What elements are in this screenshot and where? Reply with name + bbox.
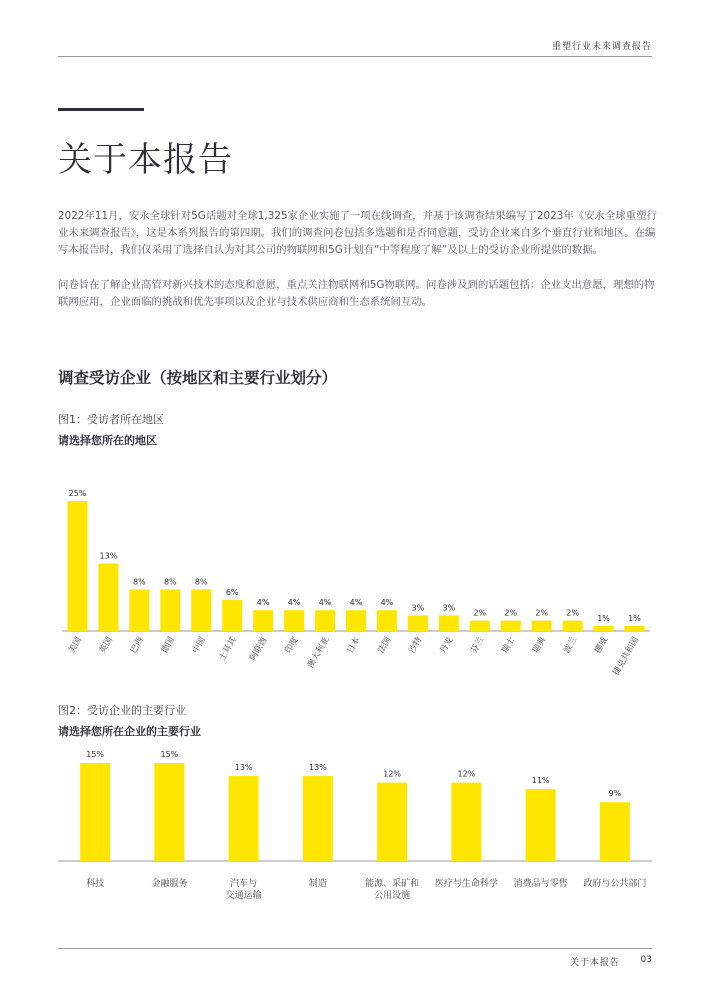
bar-6 [222,600,242,631]
data-label-5: 8% [194,577,208,587]
bar-8 [600,802,630,861]
data-label-7: 11% [531,776,550,786]
category-label-5: 中国 [190,635,208,656]
industry-bar-chart [0,745,710,915]
category-label-5-line-2: 公用设施 [374,891,411,901]
title-accent-bar [58,108,144,111]
data-label-8: 4% [287,598,301,608]
data-label-18: 1% [597,613,610,623]
category-label-12: 沙特 [407,635,425,656]
data-label-2: 15% [160,750,179,759]
figure-2-label: 图2：受访企业的主要行业 [58,704,186,717]
data-label-2: 13% [99,551,118,561]
category-label-11: 法国 [376,635,394,656]
bar-13 [439,615,459,631]
category-label-4-line-1: 制造 [308,879,327,889]
category-label-15: 瑞士 [500,635,518,656]
intro-paragraph-1: 2022年11月，安永全球针对5G话题对全球1,325家企业实施了一项在线调查，并基于该调查结果编写了2023年《安永全球重塑行业未来调查报告》，这是本系列报告的第四期。我们的调查问卷包括多选题和是否同意题，受访企业来自多个垂直行业和地区。在编写本报告时，我们仅采用了选择自认为对其公司的物联网和5G计划有“中等程度了解”及以上的受访企业所提供的数据。 [58,210,657,256]
category-label-1-line-1: 科技 [86,879,105,889]
bar-17 [563,621,583,631]
section-title: 调查受访企业（按地区和主要行业划分） [58,369,338,387]
category-label-13: 丹麦 [438,635,456,656]
category-label-16: 瑞典 [531,635,549,656]
data-label-13: 3% [442,603,456,613]
bar-3 [129,589,149,631]
figure-1-label: 图1：受访者所在地区 [58,413,164,426]
bar-5 [191,589,211,631]
data-label-15: 2% [504,608,518,618]
bar-4 [160,589,180,631]
category-label-7-line-1: 消费品与零售 [513,879,568,889]
category-label-6: 土耳其 [217,635,239,663]
page-number: 03 [640,955,652,965]
category-label-14: 芬兰 [469,635,487,656]
category-label-18: 挪威 [593,635,611,656]
region-bar-chart [0,460,710,700]
data-label-4: 8% [163,577,177,587]
bar-15 [501,621,521,631]
bar-1 [80,763,110,861]
bar-3 [229,776,259,861]
bar-5 [377,783,407,861]
bar-10 [346,610,366,631]
category-label-10: 日本 [345,635,363,656]
category-label-9: 澳大利亚 [305,635,332,670]
footer-divider [58,948,652,949]
header-divider [58,56,652,57]
category-label-2-line-1: 金融服务 [151,879,188,889]
data-label-1: 25% [68,489,87,498]
category-label-3-line-2: 交通运输 [225,891,262,901]
data-label-9: 4% [318,598,332,608]
intro-paragraph-2: 问卷旨在了解企业高管对新兴技术的态度和意愿，重点关注物联网和5G物联网。问卷涉及到的话题包括：企业支出意愿，理想的物联网应用，企业面临的挑战和优先事项以及企业与技术供应商和生态系统间互动。 [58,279,655,308]
data-label-14: 2% [473,608,487,618]
category-label-19: 捷克共和国 [611,635,642,678]
bar-14 [470,621,490,631]
category-label-8-line-1: 政府与公共部门 [583,879,647,889]
data-label-16: 2% [535,608,549,618]
running-header: 重塑行业未来调查报告 [551,42,652,52]
data-label-5: 12% [383,769,402,779]
data-label-3: 13% [234,763,253,773]
data-label-1: 15% [86,750,105,759]
data-label-6: 12% [457,769,476,779]
category-label-5-line-1: 能源、采矿和 [365,879,420,889]
bar-2 [98,563,118,631]
category-label-3-line-1: 汽车与 [230,879,258,889]
category-label-8: 印度 [283,635,301,656]
bar-18 [594,626,614,631]
category-label-17: 波兰 [562,635,580,656]
bar-19 [625,626,645,631]
category-label-1: 美国 [66,635,85,656]
footer-title: 关于本报告 [569,958,620,968]
figure-1-question: 请选择您所在的地区 [58,434,157,447]
figure-2-question: 请选择您所在企业的主要行业 [58,725,201,738]
bar-2 [154,763,184,861]
bar-8 [284,610,304,631]
category-label-7: 阿联酋 [248,635,270,663]
data-label-8: 9% [608,789,622,799]
data-label-17: 2% [566,608,579,618]
data-label-3: 8% [133,577,146,587]
data-label-10: 4% [349,598,363,608]
bar-11 [377,610,397,631]
bar-7 [253,610,273,631]
data-label-7: 4% [256,598,270,608]
bar-9 [315,610,335,631]
category-label-4: 德国 [159,635,177,656]
data-label-19: 1% [628,613,641,623]
bar-16 [532,621,552,631]
data-label-4: 13% [308,763,327,773]
bar-6 [451,783,481,861]
data-label-12: 3% [411,603,425,613]
page-title: 关于本报告 [58,140,233,180]
bar-7 [526,789,556,861]
category-label-2: 英国 [97,635,116,656]
data-label-11: 4% [380,598,394,608]
bar-1 [67,501,87,631]
data-label-6: 6% [225,587,239,597]
bar-12 [408,615,428,631]
category-label-6-line-1: 医疗与生命科学 [434,879,498,889]
category-label-3: 巴西 [128,635,146,656]
bar-4 [303,776,333,861]
